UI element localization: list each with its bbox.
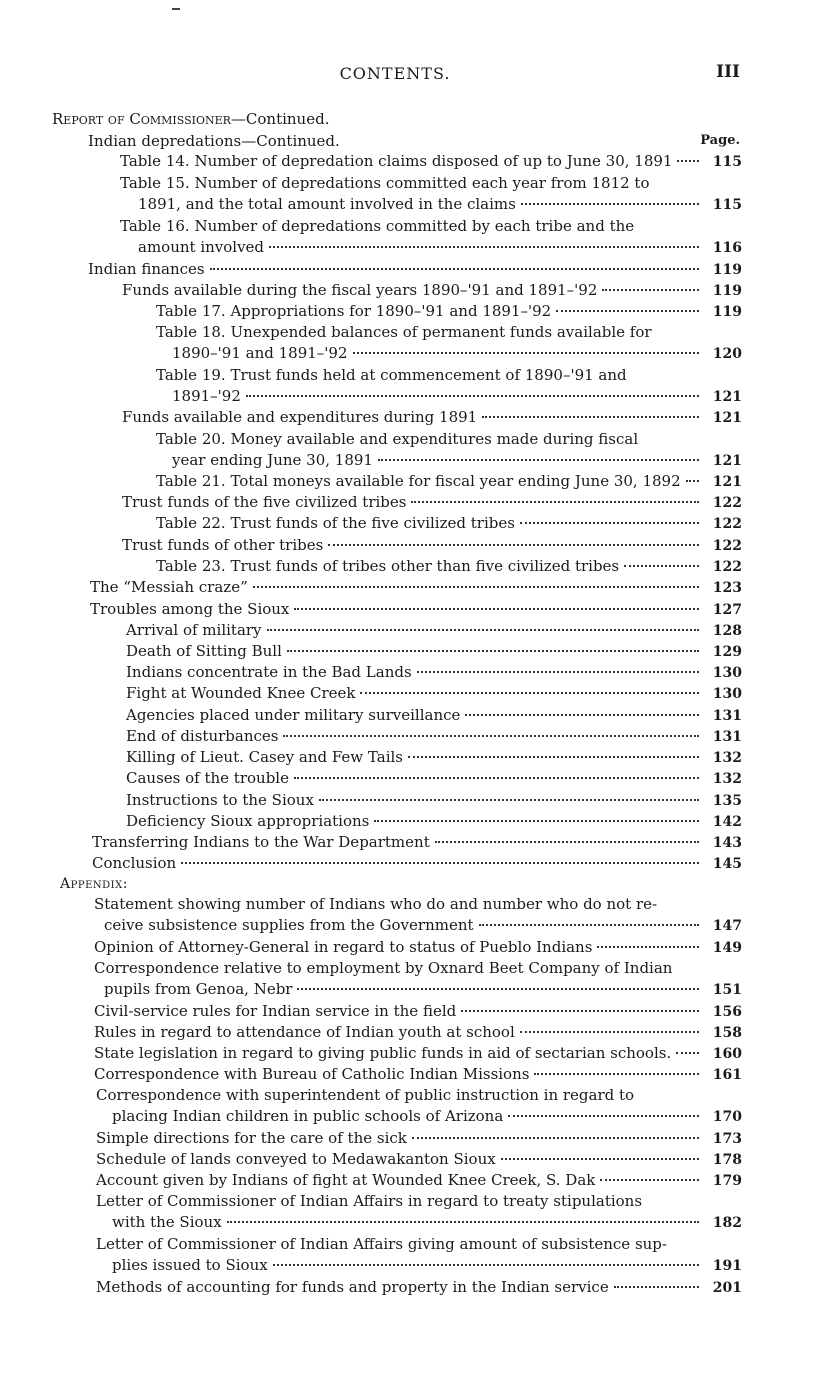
entry-line [126,747,742,768]
dot-leader [253,586,699,588]
dot-leader [269,246,699,248]
entry-text: pupils from Genoa, Nebr [104,980,293,998]
entry-line [94,1001,742,1022]
entry-line [94,894,742,915]
entry-text: Table 17. Appropriations for 1890–'91 and 1891–'92 [156,302,552,320]
entry-page-number: 132 [712,771,742,787]
entry-text: Arrival of military [126,621,262,639]
section-heading-rest: —Continued. [230,110,330,128]
entry-page-number: 121 [712,410,742,426]
dot-leader [602,289,699,291]
entry-page-number: 121 [712,453,742,469]
entry-text: Causes of the trouble [126,769,289,787]
entry-line [104,915,742,936]
entry-line [126,811,742,832]
entry-text: Funds available and expenditures during 1891 [122,408,478,426]
dot-leader [597,946,699,948]
entry-page-number: 151 [712,982,742,998]
entries-entry [126,705,742,726]
entry-line [126,768,742,789]
entries-entry [122,535,742,556]
entry-text: Opinion of Attorney-General in regard to status of Pueblo Indians [94,938,593,956]
dot-leader [614,1286,699,1288]
entry-page-number: 115 [712,154,742,170]
dot-leader [520,1031,699,1033]
dot-leader [417,671,699,673]
appendix-entry [94,958,742,1000]
entry-text: Fight at Wounded Knee Creek [126,684,356,702]
entry-page-number: 128 [712,623,742,639]
entry-line [172,343,742,364]
entry-page-number: 149 [712,940,742,956]
entry-line [96,1191,742,1212]
entry-line [94,1043,742,1064]
entry-line [112,1106,742,1127]
entry-line [94,1022,742,1043]
entry-line [88,259,742,280]
entry-line [156,429,742,450]
dot-leader [521,203,699,205]
entry-page-number: 119 [712,283,742,299]
entry-text: Table 18. Unexpended balances of permanent funds available for [156,323,652,341]
appendix-entry [96,1149,742,1170]
entry-line [172,386,742,407]
entry-page-number: 142 [712,814,742,830]
entries-entry [126,811,742,832]
entry-page-number: 160 [712,1046,742,1062]
dot-leader [319,799,699,801]
entry-text: Table 14. Number of depredation claims disposed of up to June 30, 1891 [120,152,673,170]
entry-line [90,577,742,598]
appendix-heading: Appendix: [60,876,128,892]
entry-line [120,216,742,237]
entry-text: Table 15. Number of depredations committed each year from 1812 to [120,174,650,192]
entry-line [112,1212,742,1233]
entry-text: placing Indian children in public schools of Arizona [112,1107,504,1125]
entry-page-number: 191 [712,1258,742,1274]
dot-leader [408,756,699,758]
dot-leader [677,160,699,162]
entry-line [122,407,742,428]
entry-text: 1891–'92 [172,387,241,405]
entry-text: 1891, and the total amount involved in the claims [138,195,516,213]
subsection-heading: Indian depredations—Continued. [88,132,340,150]
entry-line [156,322,742,343]
entry-text: Troubles among the Sioux [90,600,290,618]
entry-text: amount involved [138,238,265,256]
entry-line [126,620,742,641]
entry-text: Death of Sitting Bull [126,642,282,660]
dot-leader [686,480,699,482]
entry-page-number: 179 [712,1173,742,1189]
appendix-entry [96,1277,742,1298]
dot-leader [353,352,699,354]
entry-page-number: 121 [712,474,742,490]
entry-text: Trust funds of other tribes [122,536,324,554]
entry-line [96,1149,742,1170]
dot-leader [624,565,699,567]
entries-entry [156,301,742,322]
dot-leader [273,1264,699,1266]
entry-page-number: 178 [712,1152,742,1168]
entry-text: Methods of accounting for funds and property in the Indian service [96,1278,609,1296]
entry-page-number: 132 [712,750,742,766]
entry-text: Conclusion [92,854,177,872]
entries-entry [126,726,742,747]
entry-page-number: 122 [712,495,742,511]
entry-page-number: 121 [712,389,742,405]
appendix-entry [96,1191,742,1233]
entry-page-number: 170 [712,1109,742,1125]
dot-leader [227,1221,699,1223]
entry-page-number: 127 [712,602,742,618]
appendix-entry [96,1128,742,1149]
section-heading [52,110,329,128]
entry-line [96,1277,742,1298]
dot-leader [181,862,699,864]
entry-line [126,705,742,726]
entry-page-number: 122 [712,538,742,554]
entry-line [112,1255,742,1276]
appendix-entry [96,1085,742,1127]
page-column-label: Page. [700,133,740,148]
entries-entry [156,322,742,364]
entry-text: Correspondence with Bureau of Catholic Indian Missions [94,1065,530,1083]
entries-entry [120,151,742,172]
entry-text: Letter of Commissioner of Indian Affairs in regard to treaty stipulations [96,1192,643,1210]
entry-text: plies issued to Sioux [112,1256,268,1274]
entries-entry [156,365,742,407]
entry-line [126,662,742,683]
entry-page-number: 130 [712,665,742,681]
dot-leader [556,310,699,312]
appendix-entry [94,1001,742,1022]
dot-leader [508,1115,699,1117]
entry-text: Table 20. Money available and expenditures made during fiscal [156,430,639,448]
entry-line [94,937,742,958]
entry-line [96,1128,742,1149]
entry-page-number: 122 [712,516,742,532]
appendix-entry [94,894,742,936]
entries-entry [120,173,742,215]
appendix-entry [94,937,742,958]
entry-page-number: 119 [712,262,742,278]
entry-text: State legislation in regard to giving public funds in aid of sectarian schools. [94,1044,672,1062]
entry-text: 1890–'91 and 1891–'92 [172,344,348,362]
dot-leader [435,841,699,843]
entry-page-number: 147 [712,918,742,934]
entry-line [92,853,742,874]
entry-line [126,641,742,662]
entry-line [92,832,742,853]
dot-leader [378,459,699,461]
dot-leader [534,1073,699,1075]
entries-entry [126,683,742,704]
dot-leader [294,608,699,610]
entry-text: Table 19. Trust funds held at commencement of 1890–'91 and [156,366,627,384]
dot-leader [412,1137,699,1139]
entry-line [104,979,742,1000]
entry-page-number: 156 [712,1004,742,1020]
entry-text: Trust funds of the five civilized tribes [122,493,407,511]
entry-page-number: 201 [712,1280,742,1296]
entry-line [126,790,742,811]
entry-line [96,1234,742,1255]
entries-entry [156,429,742,471]
dot-leader [294,777,699,779]
entry-text: Table 16. Number of depredations committed by each tribe and the [120,217,635,235]
entries-entry [122,407,742,428]
entries-entry [126,662,742,683]
entry-page-number: 116 [712,240,742,256]
entry-page-number: 145 [712,856,742,872]
entries-entry [88,259,742,280]
dot-leader [328,544,699,546]
entries-entry [126,747,742,768]
entry-text: Instructions to the Sioux [126,791,314,809]
entry-page-number: 173 [712,1131,742,1147]
entries-entry [90,577,742,598]
entry-page-number: 143 [712,835,742,851]
entries-entry [122,280,742,301]
entry-line [94,1064,742,1085]
entry-line [120,151,742,172]
dot-leader [600,1179,699,1181]
entries-entry [126,620,742,641]
entry-line [156,365,742,386]
dot-leader [287,650,699,652]
entry-text: Deficiency Sioux appropriations [126,812,370,830]
entry-text: Funds available during the fiscal years 1890–'91 and 1891–'92 [122,281,598,299]
ink-speck [172,8,180,10]
dot-leader [501,1158,699,1160]
entries-entry [156,513,742,534]
entry-line [172,450,742,471]
entry-page-number: 161 [712,1067,742,1083]
entry-text: year ending June 30, 1891 [172,451,373,469]
entry-line [96,1085,742,1106]
entry-line [122,535,742,556]
entries-entry [120,216,742,258]
dot-leader [246,395,699,397]
dot-leader [267,629,699,631]
entry-text: Civil-service rules for Indian service in the field [94,1002,457,1020]
entry-text: Table 22. Trust funds of the five civilized tribes [156,514,515,532]
entries-entry [92,832,742,853]
dot-leader [411,501,699,503]
appendix-entry [96,1170,742,1191]
entries-entry [126,790,742,811]
section-heading-caps: Report of Commissioner [52,110,231,128]
entry-line [122,280,742,301]
entry-text: ceive subsistence supplies from the Government [104,916,474,934]
dot-leader [520,522,699,524]
appendix-entry [94,1064,742,1085]
entry-text: Schedule of lands conveyed to Medawakanton Sioux [96,1150,496,1168]
entry-text: Simple directions for the care of the sick [96,1129,407,1147]
entry-line [138,194,742,215]
entry-text: with the Sioux [112,1213,222,1231]
entries-entry [126,768,742,789]
dot-leader [465,714,699,716]
entry-line [138,237,742,258]
entry-text: Rules in regard to attendance of Indian youth at school [94,1023,515,1041]
entry-text: Killing of Lieut. Casey and Few Tails [126,748,403,766]
entry-text: Table 21. Total moneys available for fiscal year ending June 30, 1892 [156,472,681,490]
entry-text: Correspondence relative to employment by Oxnard Beet Company of Indian [94,959,673,977]
entry-page-number: 119 [712,304,742,320]
entry-line [156,471,742,492]
entry-line [120,173,742,194]
entry-line [122,492,742,513]
dot-leader [676,1052,699,1054]
entry-line [96,1170,742,1191]
entries-entry [126,641,742,662]
entry-text: Indian finances [88,260,205,278]
entry-page-number: 182 [712,1215,742,1231]
dot-leader [482,416,699,418]
entries-entry [92,853,742,874]
entries-entry [156,471,742,492]
entries-entry [122,492,742,513]
entries-entry [156,556,742,577]
entry-text: Table 23. Trust funds of tribes other than five civilized tribes [156,557,620,575]
entry-page-number: 115 [712,197,742,213]
dot-leader [360,692,699,694]
entry-line [126,683,742,704]
dot-leader [210,268,699,270]
entry-text: Transferring Indians to the War Department [92,833,430,851]
appendix-entry [94,1043,742,1064]
entry-text: Account given by Indians of fight at Wounded Knee Creek, S. Dak [96,1171,596,1189]
entry-line [90,599,742,620]
entry-page-number: 120 [712,346,742,362]
entry-line [156,556,742,577]
appendix-entry [96,1234,742,1276]
entries-entry [90,599,742,620]
entry-page-number: 131 [712,729,742,745]
entry-page-number: 122 [712,559,742,575]
page-number: III [716,62,740,82]
entry-line [126,726,742,747]
entry-text: Agencies placed under military surveillance [126,706,461,724]
entry-page-number: 135 [712,793,742,809]
entry-text: Correspondence with superintendent of public instruction in regard to [96,1086,635,1104]
entry-page-number: 130 [712,686,742,702]
entry-page-number: 123 [712,580,742,596]
dot-leader [297,988,699,990]
entry-page-number: 158 [712,1025,742,1041]
dot-leader [283,735,699,737]
dot-leader [479,924,699,926]
entry-text: End of disturbances [126,727,279,745]
entry-text: Letter of Commissioner of Indian Affairs giving amount of subsistence sup- [96,1235,667,1253]
appendix-entry [94,1022,742,1043]
dot-leader [461,1010,699,1012]
entry-line [94,958,742,979]
entry-text: Indians concentrate in the Bad Lands [126,663,412,681]
entry-page-number: 129 [712,644,742,660]
entry-line [156,513,742,534]
entry-text: The “Messiah craze” [90,578,248,596]
entry-line [156,301,742,322]
entry-page-number: 131 [712,708,742,724]
page-title: CONTENTS. [339,64,451,83]
entry-text: Statement showing number of Indians who do and number who do not re- [94,895,658,913]
dot-leader [374,820,699,822]
